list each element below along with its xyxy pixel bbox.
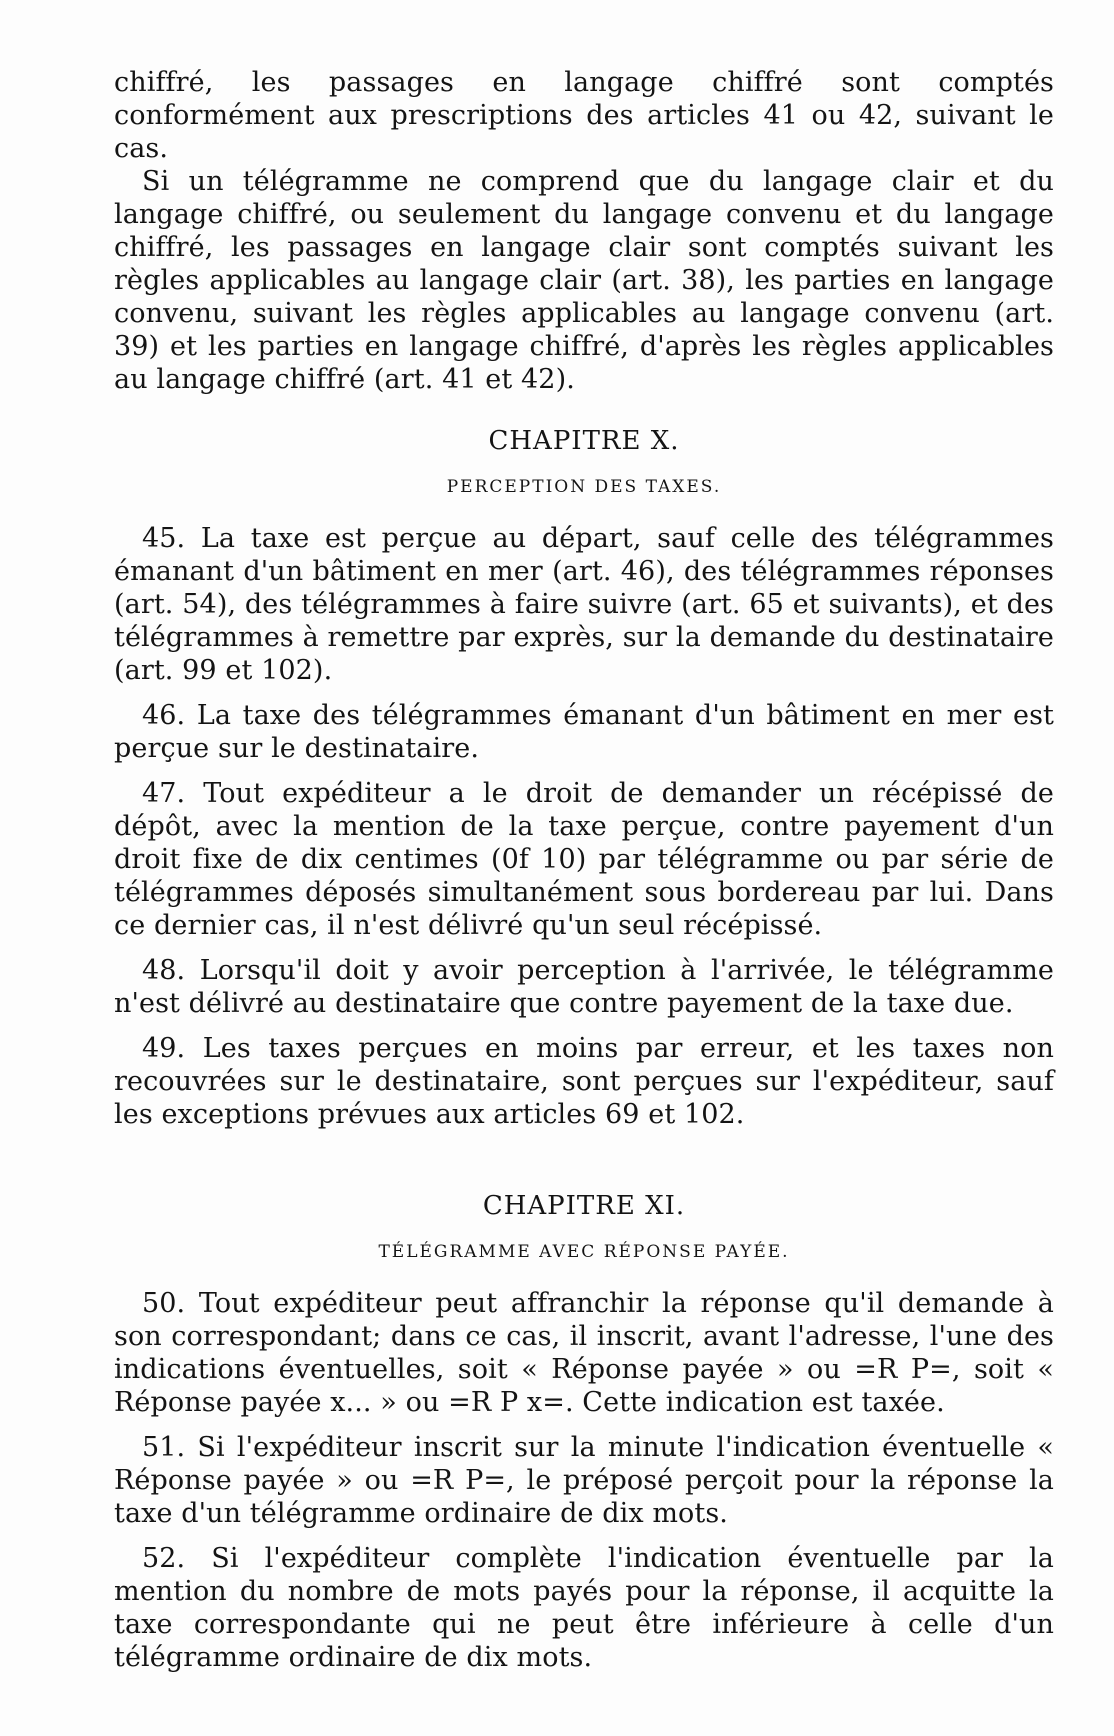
- article-52: 52. Si l'expéditeur complète l'indication éventuelle par la mention du nombre de mots payés pour la réponse, il acquitte la taxe correspondante qui ne peut être inférieure à celle d'un télégramme ordinaire de dix mots.: [114, 1543, 1054, 1673]
- chapter-11-subtitle: TÉLÉGRAMME AVEC RÉPONSE PAYÉE.: [378, 1242, 790, 1262]
- article-51: 51. Si l'expéditeur inscrit sur la minute l'indication éventuelle « Réponse payée » ou =R P=, le préposé perçoit pour la réponse la taxe d'un télégramme ordinaire de dix mots.: [114, 1432, 1054, 1529]
- page-content: [114, 66, 1054, 1674]
- chapter-spacer: [114, 1131, 1054, 1155]
- chapter-10-subtitle: PERCEPTION DES TAXES.: [446, 477, 722, 497]
- article-48: 48. Lorsqu'il doit y avoir perception à l'arrivée, le télégramme n'est délivré au destinataire que contre payement de la taxe due.: [114, 955, 1054, 1019]
- paragraph-continued: chiffré, les passages en langage chiffré sont comptés conformément aux prescriptions des articles 41 ou 42, suivant le cas.: [114, 67, 1054, 164]
- article-46: 46. La taxe des télégrammes émanant d'un bâtiment en mer est perçue sur le destinataire.: [114, 700, 1054, 764]
- chapter-10-title: CHAPITRE X.: [488, 426, 680, 456]
- paragraph-mixed-language: Si un télégramme ne comprend que du langage clair et du langage chiffré, ou seulement du langage convenu et du langage chiffré, les passages en langage clair sont comptés suivant les règles applicables au langage clair (art. 38), les parties en langage convenu, suivant les règles applicables au langage convenu (art. 39) et les parties en langage chiffré, d'après les règles applicables au langage chiffré (art. 41 et 42).: [114, 166, 1054, 395]
- article-45: 45. La taxe est perçue au départ, sauf celle des télégrammes émanant d'un bâtiment en mer (art. 46), des télégrammes réponses (art. 54), des télégrammes à faire suivre (art. 65 et suivants), et des télégrammes à remettre par exprès, sur la demande du destinataire (art. 99 et 102).: [114, 523, 1054, 686]
- article-49: 49. Les taxes perçues en moins par erreur, et les taxes non recouvrées sur le destinataire, sont perçues sur l'expéditeur, sauf les exceptions prévues aux articles 69 et 102.: [114, 1033, 1054, 1130]
- article-47: 47. Tout expéditeur a le droit de demander un récépissé de dépôt, avec la mention de la taxe perçue, contre payement d'un droit fixe de dix centimes (0f 10) par télégramme ou par série de télégrammes déposés simultanément sous bordereau par lui. Dans ce dernier cas, il n'est délivré qu'un seul récépissé.: [114, 778, 1054, 941]
- chapter-11-title: CHAPITRE XI.: [482, 1191, 686, 1221]
- article-50: 50. Tout expéditeur peut affranchir la réponse qu'il demande à son correspondant; dans ce cas, il inscrit, avant l'adresse, l'une des indications éventuelles, soit « Réponse payée » ou =R P=, soit « Réponse payée x... » ou =R P x=. Cette indication est taxée.: [114, 1288, 1054, 1418]
